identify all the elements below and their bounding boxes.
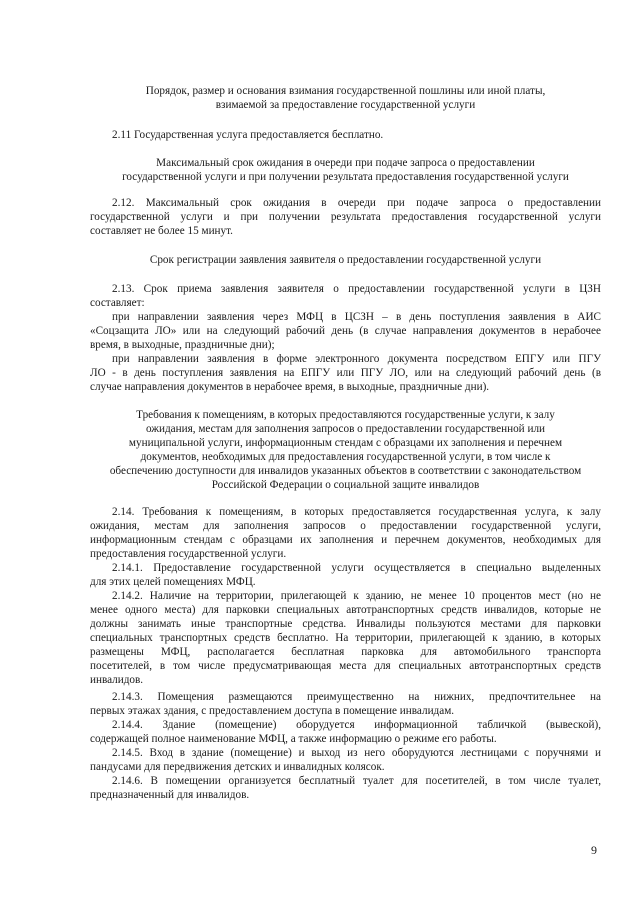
section-heading-premises-line-3: муниципальной услуги, информационным стендам с образцами их заполнения и перечнем (128, 437, 563, 449)
paragraph-2-14-2-line-2: менее одного места) для парковки специальных автотранспортных средств инвалидов, которые не (90, 604, 601, 616)
section-heading-premises-line-2: ожидания, местам для заполнения запросов о предоставлении государственной или (145, 423, 546, 435)
paragraph-2-14-6-line-1: 2.14.6. В помещении организуется бесплатный туалет для посетителей, в том числе туалет, (112, 775, 601, 787)
paragraph-2-13-line-8: случае направления документов в нерабочее время, в выходные, праздничные дни). (90, 381, 490, 393)
paragraph-2-14-2-line-3: должны занимать иные транспортные средства. Инвалиды пользуются местами для парковки (90, 618, 601, 630)
page-number: 9 (591, 843, 597, 857)
paragraph-2-11: 2.11 Государственная услуга предоставляется бесплатно. (112, 129, 384, 141)
section-heading-fee-line-1: Порядок, размер и основания взимания государственной пошлины или иной платы, (145, 85, 546, 97)
paragraph-2-14-4-line-2: содержащей полное наименование МФЦ, а также информацию о режиме его работы. (90, 733, 497, 745)
paragraph-2-13-line-5: время, в выходные, праздничные дни); (90, 339, 275, 351)
section-heading-premises-line-1: Требования к помещениям, в которых предоставляются государственные услуги, к залу (136, 409, 555, 421)
section-heading-premises-line-4: документов, необходимых для предоставления государственной услуги, в том числе к (140, 451, 551, 463)
paragraph-2-14-4-line-1: 2.14.4. Здание (помещение) оборудуется информационной табличкой (вывеской), (112, 719, 601, 731)
paragraph-2-14-5-line-2: пандусами для передвижения детских и инвалидных колясок. (90, 761, 385, 773)
section-heading-queue-line-2: государственной услуги и при получении результата предоставления государственной услуги (122, 171, 569, 183)
paragraph-2-14-2-line-6: посетителей, в том числе предусматривающая места для специальных автотранспортных средств (90, 660, 601, 672)
paragraph-2-12-line-2: государственной услуги и при получении результата предоставления государственной услуги (90, 211, 601, 223)
section-heading-fee-line-2: взимаемой за предоставление государственной услуги (215, 99, 476, 111)
paragraph-2-12-line-3: составляет не более 15 минут. (90, 225, 233, 237)
section-heading-registration: Срок регистрации заявления заявителя о предоставлении государственной услуги (149, 254, 542, 266)
section-heading-queue-line-1: Максимальный срок ожидания в очереди при подаче запроса о предоставлении (156, 157, 535, 169)
paragraph-2-14-2-line-4: специальных транспортных средств бесплатно. На территории, прилегающей к зданию, в которых (90, 632, 601, 644)
paragraph-2-13-line-6: при направлении заявления в форме электронного документа посредством ЕПГУ или ПГУ (112, 353, 601, 365)
paragraph-2-14-line-2: ожидания, местам для заполнения запросов о предоставлении государственной услуги, (90, 520, 601, 532)
section-heading-premises-line-5: обеспечению доступности для инвалидов указанных объектов в соответствии с законодательством (109, 465, 582, 477)
paragraph-2-14-line-4: предоставления государственной услуги. (90, 548, 287, 560)
paragraph-2-14-line-1: 2.14. Требования к помещениям, в которых предоставляется государственная услуга, к залу (112, 506, 601, 518)
paragraph-2-13-line-3: при направлении заявления через МФЦ в ЦСЗН – в день поступления заявления в АИС (112, 311, 601, 323)
paragraph-2-13-line-2: составляет: (90, 297, 145, 309)
paragraph-2-13-line-4: «Соцзащита ЛО» или на следующий рабочий день (в случае направления документов в нерабочее (90, 325, 601, 337)
paragraph-2-14-line-3: информационным стендам с образцами их заполнения и перечнем документов, необходимых для (90, 534, 601, 546)
paragraph-2-14-1-line-1: 2.14.1. Предоставление государственной услуги осуществляется в специально выделенных (112, 562, 601, 574)
paragraph-2-14-5-line-1: 2.14.5. Вход в здание (помещение) и выход из него оборудуются лестницами с поручнями и (112, 747, 601, 759)
paragraph-2-14-2-line-5: размещены МФЦ, располагается бесплатная парковка для автомобильного транспорта (90, 646, 601, 658)
paragraph-2-14-1-line-2: для этих целей помещениях МФЦ. (90, 576, 256, 588)
paragraph-2-13-line-1: 2.13. Срок приема заявления заявителя о предоставлении государственной услуги в ЦЗН (112, 283, 601, 295)
paragraph-2-13-line-7: ЛО - в день поступления заявления на ЕПГУ или ПГУ ЛО, или на следующий рабочий день (в (90, 367, 601, 379)
paragraph-2-12-line-1: 2.12. Максимальный срок ожидания в очереди при подаче запроса о предоставлении (112, 197, 601, 209)
paragraph-2-14-2-line-7: инвалидов. (90, 674, 144, 686)
paragraph-2-14-2-line-1: 2.14.2. Наличие на территории, прилегающей к зданию, не менее 10 процентов мест (но не (112, 590, 601, 602)
paragraph-2-14-6-line-2: предназначенный для инвалидов. (90, 789, 250, 801)
section-heading-premises-line-6: Российской Федерации о социальной защите инвалидов (211, 479, 480, 491)
paragraph-2-14-3-line-2: первых этажах здания, с предоставлением доступа в помещение инвалидам. (90, 705, 455, 717)
paragraph-2-14-3-line-1: 2.14.3. Помещения размещаются преимущественно на нижних, предпочтительнее на (112, 691, 601, 703)
